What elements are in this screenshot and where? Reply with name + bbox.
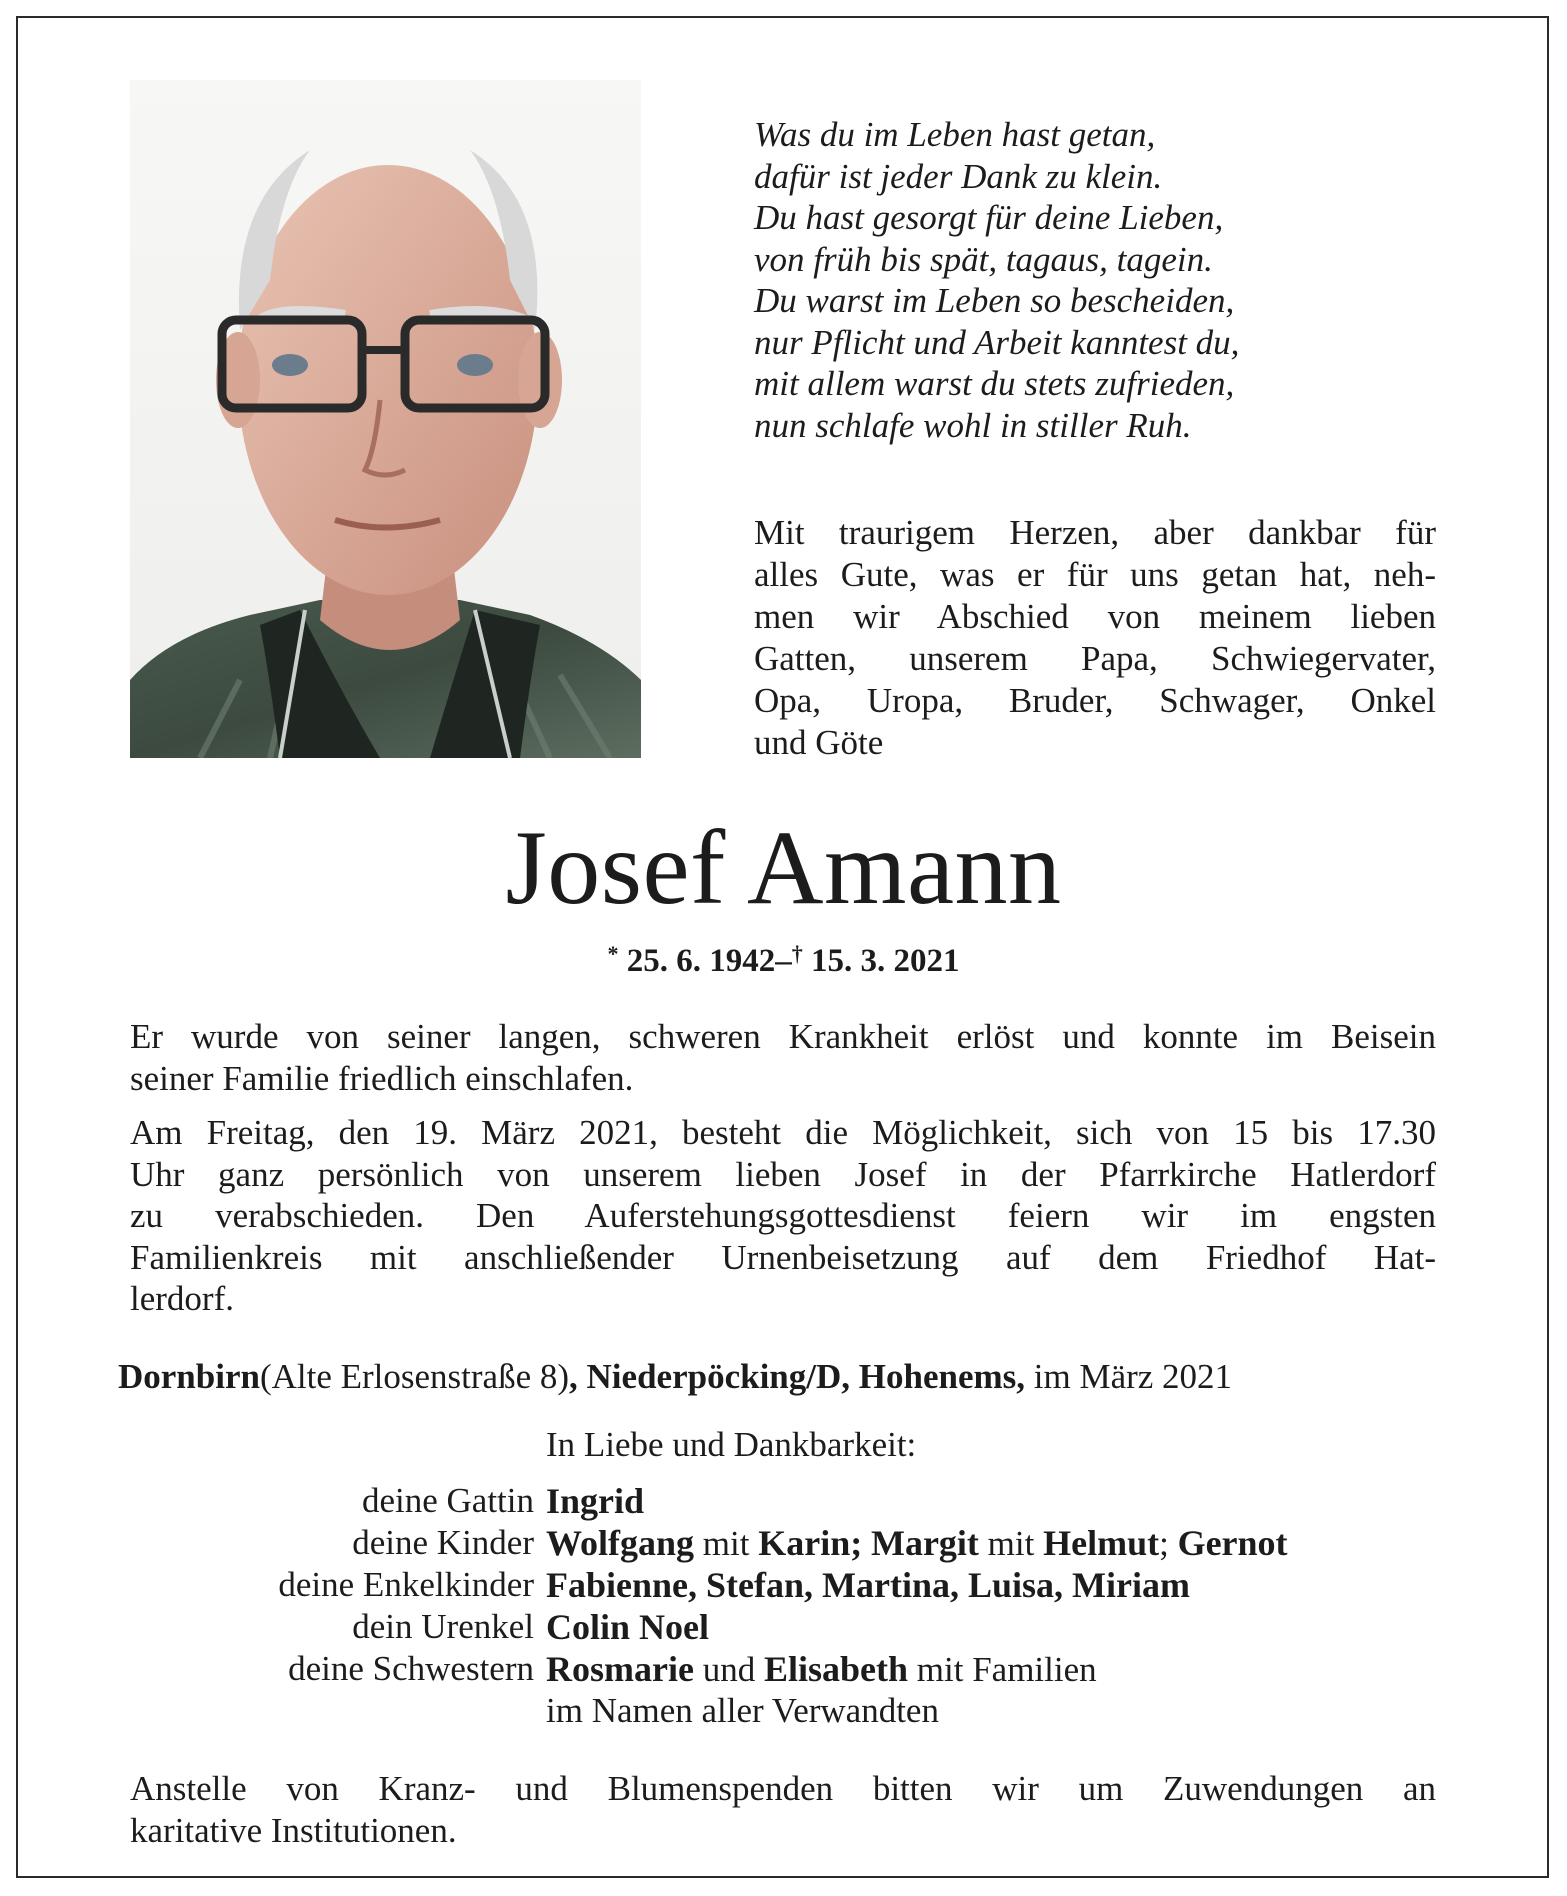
closing-paragraph [130, 1768, 1436, 1852]
mourner-name: Elisabeth [763, 1649, 909, 1689]
connector-text: mit [987, 1524, 1035, 1563]
paragraph-passing [130, 1016, 1436, 1099]
paragraph-line: Uhr ganz persönlich von unserem lieben Josef in der Pfarrkirche Hatlerdorf [130, 1154, 1436, 1194]
poem-line: Was du im Leben hast getan, [754, 115, 1156, 154]
place-others: , Niederpöcking/D, Hohenems, [569, 1357, 1026, 1396]
mourner-row-sisters [130, 1648, 1460, 1690]
poem-line: nur Pflicht und Arbeit kanntest du, [754, 322, 1240, 362]
mourners-intro: In Liebe und Dankbarkeit: [546, 1425, 917, 1464]
poem-line: nun schlafe wohl in stiller Ruh. [754, 405, 1192, 445]
death-symbol: † [791, 941, 803, 966]
life-dates [0, 934, 1567, 981]
intro-line: und Göte [754, 723, 884, 762]
deceased-name: Josef Amann [505, 809, 1062, 926]
connector-text: und [702, 1650, 756, 1689]
birth-symbol: * [607, 941, 619, 966]
closing-line: Anstelle von Kranz- und Blumenspenden bitten wir um Zuwendungen an [130, 1769, 1436, 1808]
poem [754, 114, 1454, 446]
poem-line: Du warst im Leben so bescheiden, [754, 281, 1235, 320]
mourner-name: Colin Noel [546, 1607, 710, 1647]
portrait-image [130, 80, 641, 758]
mourner-name: Helmut [1043, 1523, 1160, 1563]
mourner-name: Rosmarie [546, 1649, 694, 1689]
mourner-row-wife [130, 1480, 1460, 1522]
intro-line: Opa, Uropa, Bruder, Schwager, Onkel [754, 681, 1436, 720]
portrait-photo [130, 80, 641, 758]
place-city: Dornbirn [118, 1357, 260, 1396]
mourner-name: Karin; [758, 1523, 863, 1563]
connector-text: ; [1159, 1524, 1169, 1563]
mourner-row-greatgrandchild [130, 1606, 1460, 1648]
place-address: (Alte Erlosenstraße 8) [259, 1357, 570, 1396]
paragraph-line: zu verabschieden. Den Auferstehungsgottesdienst feiern wir im engsten [130, 1196, 1436, 1235]
mourner-name: Gernot [1177, 1523, 1288, 1563]
mourner-name: Margit [870, 1523, 979, 1563]
death-date: 15. 3. 2021 [811, 943, 960, 979]
mourner-row-relatives [130, 1690, 1460, 1732]
relation-label: deine Kinder [352, 1523, 534, 1562]
paragraph-line: seiner Familie friedlich einschlafen. [130, 1058, 634, 1098]
date-dash: – [775, 943, 792, 979]
intro-line: men wir Abschied von meinem lieben [754, 597, 1436, 636]
poem-line: mit allem warst du stets zufrieden, [754, 364, 1235, 403]
closing-line: karitative Institutionen. [130, 1811, 457, 1850]
mourner-name: Wolfgang [546, 1523, 695, 1563]
relation-label: dein Urenkel [352, 1607, 534, 1646]
relation-label: deine Enkelkinder [278, 1565, 534, 1604]
relatives-text: im Namen aller Verwandten [546, 1691, 939, 1730]
paragraph-farewell [130, 1112, 1436, 1320]
mourner-row-grandchildren [130, 1564, 1460, 1606]
poem-line: dafür ist jeder Dank zu klein. [754, 156, 1163, 196]
poem-line: von früh bis spät, tagaus, tagein. [754, 239, 1213, 279]
mourners-list [130, 1480, 1460, 1732]
relation-label: deine Schwestern [288, 1649, 534, 1688]
mourner-row-children [130, 1522, 1460, 1564]
intro-line: Gatten, unserem Papa, Schwiegervater, [754, 639, 1436, 678]
poem-line: Du hast gesorgt für deine Lieben, [754, 198, 1224, 237]
intro-paragraph [754, 512, 1436, 764]
birth-date: 25. 6. 1942 [626, 943, 776, 979]
mourner-name: Ingrid [546, 1481, 645, 1521]
intro-line: alles Gute, was er für uns getan hat, neh- [754, 555, 1436, 594]
intro-line: Mit traurigem Herzen, aber dankbar für [754, 513, 1436, 552]
paragraph-line: Familienkreis mit anschließender Urnenbeisetzung auf dem Friedhof Hat- [130, 1237, 1436, 1277]
paragraph-line: lerdorf. [130, 1279, 234, 1318]
place-line [118, 1356, 1458, 1398]
connector-text: mit Familien [916, 1650, 1097, 1689]
paragraph-line: Er wurde von seiner langen, schweren Krankheit erlöst und konnte im Beisein [130, 1017, 1436, 1056]
place-date: im März 2021 [1025, 1357, 1233, 1396]
paragraph-line: Am Freitag, den 19. März 2021, besteht die Möglichkeit, sich von 15 bis 17.30 [130, 1113, 1436, 1152]
connector-text: mit [702, 1524, 750, 1563]
mourner-name: Fabienne, Stefan, Martina, Luisa, Miriam [546, 1565, 1190, 1605]
relation-label: deine Gattin [361, 1481, 534, 1520]
